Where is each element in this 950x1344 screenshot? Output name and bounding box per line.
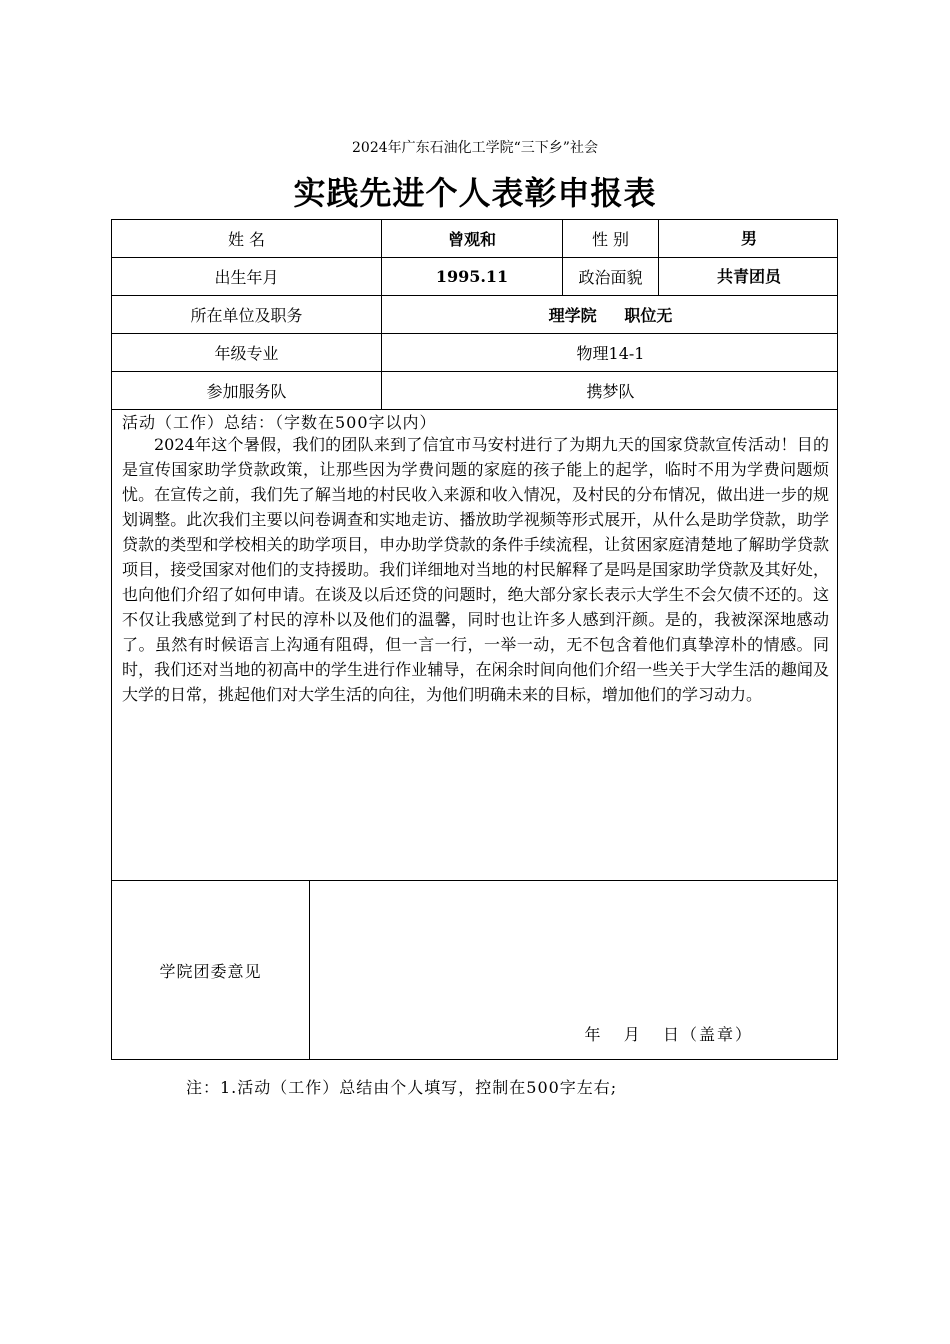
name-value: 曾观和 (381, 220, 562, 257)
form-title: 实践先进个人表彰申报表 (293, 174, 657, 212)
form-subtitle: 2024年广东石油化工学院“三下乡”社会 (352, 140, 598, 156)
opinion-label: 学院团委意见 (159, 961, 262, 981)
footnote: 注：1.活动（工作）总结由个人填写，控制在500字左右; (186, 1078, 618, 1097)
date-stamp: 年 月 日（盖章） (584, 1025, 753, 1044)
major-value: 物理14-1 (381, 334, 839, 371)
gender-label: 性 别 (562, 220, 658, 257)
political-value: 共青团员 (658, 258, 839, 295)
major-label: 年级专业 (214, 344, 279, 363)
summary-text: 2024年这个暑假，我们的团队来到了信宜市马安村进行了为期九天的国家贷款宣传活动！目的是宣传国家助学贷款政策，让那些因为学费问题的家庭的孩子能上的起学，临时不用为学费问题烦忧。在宣传之前，我们先了解当地的村民收入来源和收入情况，及村民的分布情况，做出进一步的规划调整。此次我们主要以问卷调查和实地走访、播放助学视频等形式展开，从什么是助学贷款，助学贷款的类型和学校相关的助学项目，申办助学贷款的条件手续流程，让贫困家庭清楚地了解助学贷款项目，接受国家对他们的支持援助。我们详细地对当地的村民解释了是吗是国家助学贷款及其好处，也向他们介绍了如何申请。在谈及以后还贷的问题时，绝大部分家长表示大学生不会欠债不还的。这不仅让我感觉到了村民的淳朴以及他们的温馨，同时也让许多人感到汗颜。是的，我被深深地感动了。虽然有时候语言上沟通有阻碍，但一言一行，一举一动，无不包含着他们真挚淳朴的情感。同时，我们还对当地的初高中的学生进行作业辅导，在闲余时间向他们介绍一些关于大学生活的趣闻及大学的日常，挑起他们对大学生活的向往，为他们明确未来的目标，增加他们的学习动力。 (122, 435, 829, 704)
birth-value: 1995.11 (381, 258, 562, 295)
row-team (112, 372, 837, 410)
political-label: 政治面貌 (562, 258, 658, 295)
unit-value: 理学院 职位无 (381, 296, 839, 333)
team-value: 携梦队 (381, 372, 839, 409)
name-label: 姓 名 (227, 230, 266, 249)
unit-label: 所在单位及职务 (190, 306, 303, 325)
row-birth-political (112, 258, 837, 296)
row-unit (112, 296, 837, 334)
team-label: 参加服务队 (206, 382, 287, 401)
summary-label: 活动（工作）总结：（字数在500字以内） (122, 413, 437, 432)
row-summary (112, 410, 837, 881)
row-opinion (112, 881, 837, 1059)
row-name-gender (112, 220, 837, 258)
row-major (112, 334, 837, 372)
gender-value: 男 (658, 220, 839, 257)
opinion-area (309, 881, 837, 1059)
application-form-table (111, 219, 838, 1060)
birth-label: 出生年月 (214, 268, 279, 287)
